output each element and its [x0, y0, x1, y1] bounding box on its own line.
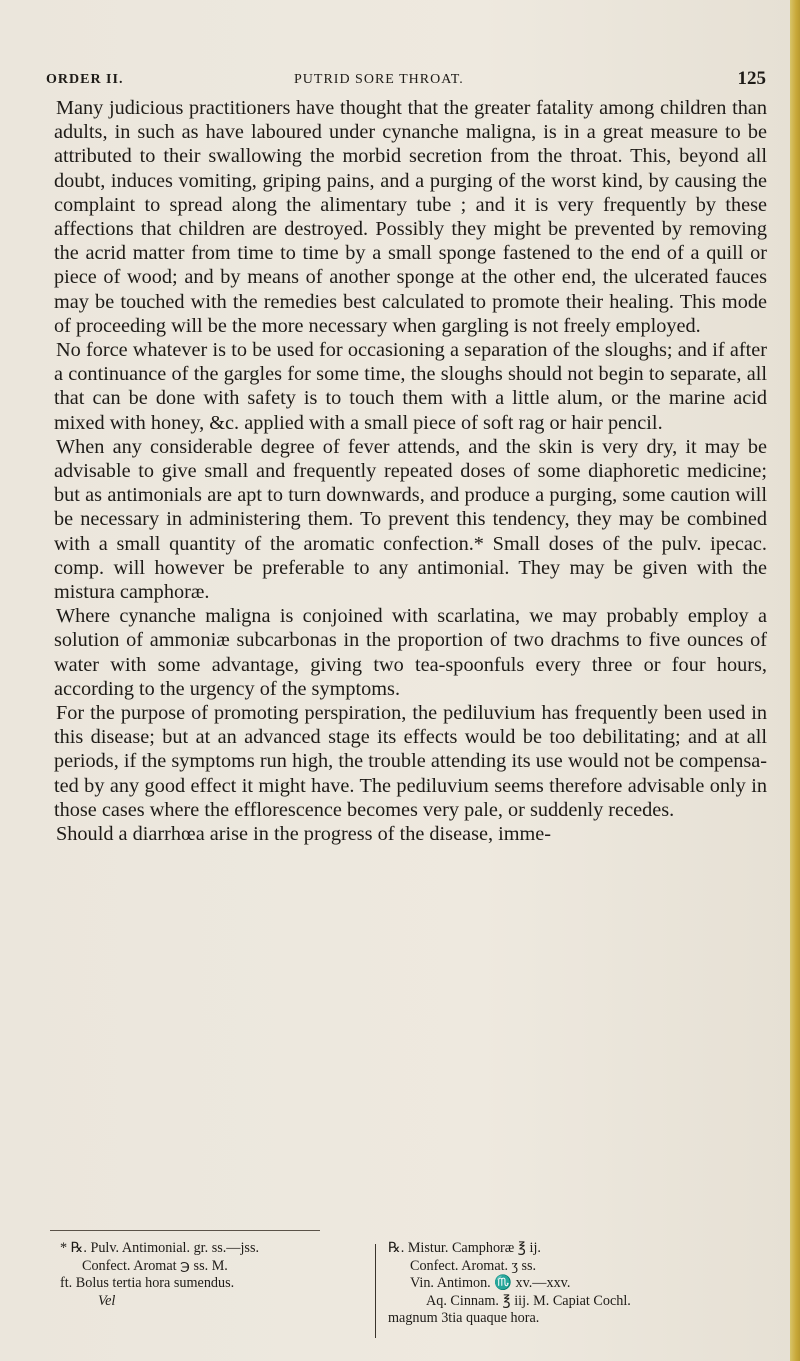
- main-text: [54, 96, 767, 846]
- footnote-line: * ℞. Pulv. Antimonial. gr. ss.—jss.: [60, 1240, 260, 1256]
- footnote-rule: [50, 1230, 320, 1231]
- paragraph: For the purpose of promoting perspiration, the pediluvium has frequently been used in this disease; but at an advanced stage its effects would be too debilitating; and at all periods, if the symptoms run high, the trouble attending its use would not be compensated by any good effect it might have. The pediluvium seems therefore advisable only in those cases where the efflorescence becomes very pale, or suddenly recedes.: [54, 702, 767, 821]
- footnote-prescription-right: [388, 1240, 768, 1328]
- paragraph: Many judicious practitioners have thought that the greater fatality among children than adults, in such as have laboured under cynanche maligna, is in a great measure to be attributed to their swallowing the morbid secretion from the throat. This, beyond all doubt, induces vomiting, griping pains, and a purging of the worst kind, by causing the complaint to spread along the alimentary tube ; and it is very frequently by these affections that children are destroyed. Possibly they might be prevented by removing the acrid matter from time to time by a small sponge fastened to the end of a quill or piece of wood; and by means of another sponge at the other end, the ulcerated fauces may be touched with the remedies best calculated to promote their healing. This mode of proceeding will be the more necessary when gargling is not freely employed.: [54, 97, 767, 337]
- footnote-line: Vin. Antimon. ♏ xv.—xxv.: [410, 1275, 571, 1292]
- paragraph: Where cynanche maligna is conjoined with scarlatina, we may probably employ a solution of ammoniæ subcarbonas in the proportion of two drachms to five ounces of water with some advantage, giving two tea-spoonfuls every three or four hours, according to the urgency of the symptoms.: [54, 605, 767, 700]
- footnote-line: Confect. Aromat ℈ ss. M.: [82, 1257, 228, 1274]
- footnote-column-divider: [375, 1244, 376, 1338]
- footnote-line: Vel: [98, 1292, 116, 1309]
- header-title: PUTRID SORE THROAT.: [294, 72, 464, 87]
- footnote-prescription-left: [60, 1240, 360, 1310]
- footnote-line: Confect. Aromat. ʒ ss.: [410, 1257, 537, 1274]
- header-order: ORDER II.: [46, 72, 124, 87]
- footnote-line: magnum 3tia quaque hora.: [388, 1310, 540, 1327]
- footnote-line: ft. Bolus tertia hora sumendus.: [60, 1275, 235, 1292]
- page-number: 125: [737, 68, 766, 89]
- running-header: [46, 68, 766, 92]
- footnote-line: Aq. Cinnam. ℥ iij. M. Capiat Cochl.: [426, 1292, 631, 1309]
- footnote-line: ℞. Mistur. Camphoræ ℥ ij.: [388, 1240, 541, 1256]
- paragraph: Should a diarrhœa arise in the progress of the disease, imme-: [56, 823, 552, 846]
- paragraph: No force whatever is to be used for occasioning a separation of the sloughs; and if after a continuance of the gargles for some time, the sloughs should not begin to separate, all that can be done with safety is to touch them with a little alum, or the marine acid mixed with honey, &c. applied with a small piece of soft rag or hair pencil.: [54, 339, 767, 434]
- paragraph: When any considerable degree of fever attends, and the skin is very dry, it may be advisable to give small and frequently repeated doses of some diaphoretic medicine; but as antimonials are apt to turn downwards, and produce a purging, some caution will be necessary in administering them. To prevent this tendency, they may be combined with a small quantity of the aromatic confection.* Small doses of the pulv. ipecac. comp. will however be preferable to any antimonial. They may be given with the mistura camphoræ.: [54, 435, 767, 604]
- gilt-page-edge: [790, 0, 800, 1361]
